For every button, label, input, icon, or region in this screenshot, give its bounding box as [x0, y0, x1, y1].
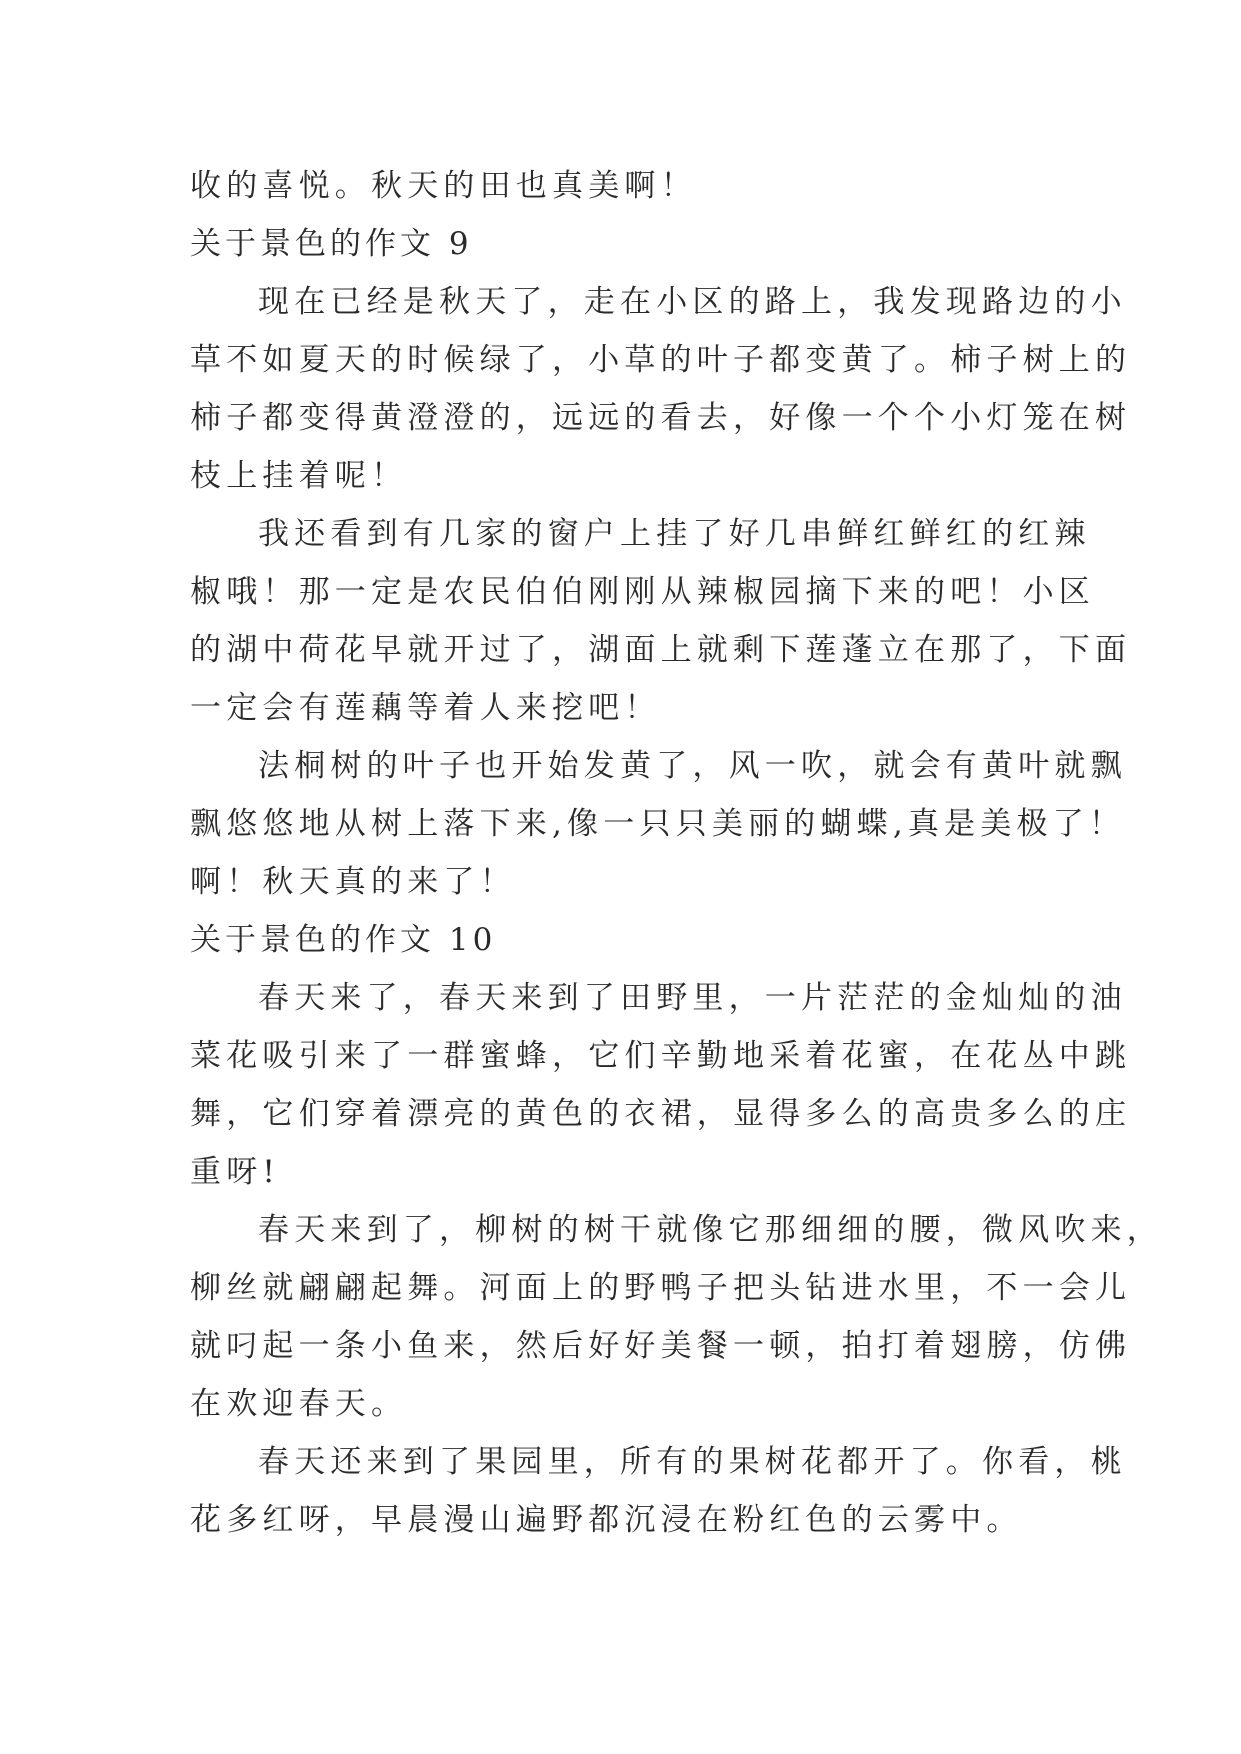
paragraph-line: 舞，它们穿着漂亮的黄色的衣裙，显得多么的高贵多么的庄	[190, 1096, 1132, 1132]
paragraph-line: 柳丝就翩翩起舞。河面上的野鸭子把头钻进水里，不一会儿	[190, 1270, 1132, 1306]
paragraph-line: 椒哦！那一定是农民伯伯刚刚从辣椒园摘下来的吧！小区	[190, 574, 1095, 610]
paragraph-line: 飘悠悠地从树上落下来,像一只只美丽的蝴蝶,真是美极了！	[190, 806, 1126, 842]
paragraph-line: 花多红呀，早晨漫山遍野都沉浸在粉红色的云雾中。	[190, 1502, 1023, 1538]
paragraph-line: 啊！秋天真的来了！	[190, 864, 516, 900]
paragraph-line: 菜花吸引来了一群蜜蜂，它们辛勤地采着花蜜，在花丛中跳	[190, 1038, 1132, 1074]
paragraph-line: 收的喜悦。秋天的田也真美啊！	[190, 168, 697, 204]
paragraph-line: 春天还来到了果园里，所有的果树花都开了。你看，桃	[258, 1444, 1127, 1480]
paragraph-line: 春天来了，春天来到了田野里，一片茫茫的金灿灿的油	[258, 980, 1127, 1016]
paragraph-line: 现在已经是秋天了，走在小区的路上，我发现路边的小	[258, 284, 1127, 320]
paragraph-line: 法桐树的叶子也开始发黄了，风一吹，就会有黄叶就飘	[258, 748, 1127, 784]
paragraph-line: 春天来到了，柳树的树干就像它那细细的腰，微风吹来，	[258, 1212, 1163, 1248]
paragraph-line: 在欢迎春天。	[190, 1386, 408, 1422]
paragraph-line: 我还看到有几家的窗户上挂了好几串鲜红鲜红的红辣	[258, 516, 1091, 552]
paragraph-line: 枝上挂着呢！	[190, 458, 408, 494]
paragraph-line: 柿子都变得黄澄澄的，远远的看去，好像一个个小灯笼在树	[190, 400, 1132, 436]
section-heading: 关于景色的作文 10	[190, 922, 497, 958]
paragraph-line: 的湖中荷花早就开过了，湖面上就剩下莲蓬立在那了，下面	[190, 632, 1132, 668]
paragraph-line: 一定会有莲藕等着人来挖吧！	[190, 690, 661, 726]
paragraph-line: 草不如夏天的时候绿了，小草的叶子都变黄了。柿子树上的	[190, 342, 1132, 378]
section-heading: 关于景色的作文 9	[190, 226, 473, 262]
paragraph-line: 就叼起一条小鱼来，然后好好美餐一顿，拍打着翅膀，仿佛	[190, 1328, 1132, 1364]
paragraph-line: 重呀!	[190, 1154, 281, 1190]
